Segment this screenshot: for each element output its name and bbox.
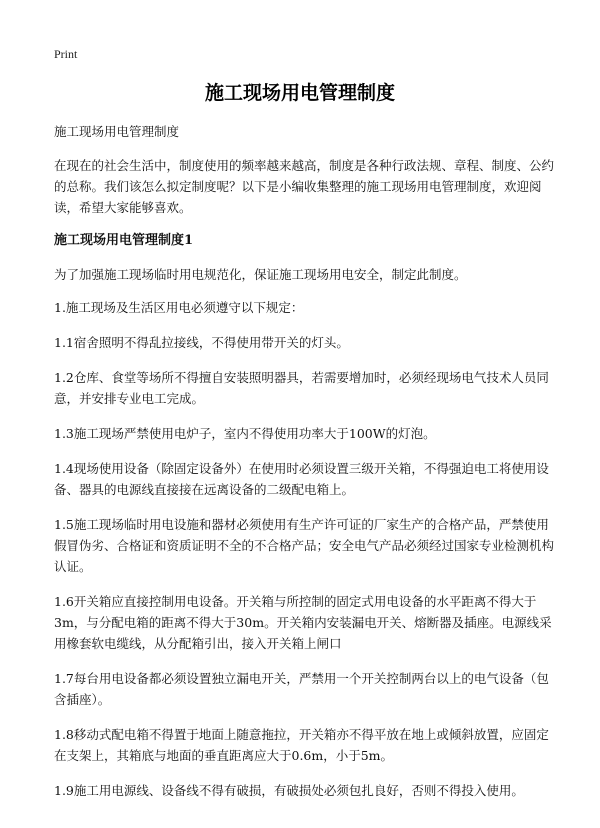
rule-item: 1.6开关箱应直接控制用电设备。开关箱与所控制的固定式用电设备的水平距离不得大于3m，与分配电箱的距离不得大于30m。开关箱内安装漏电开关、熔断器及插座。电源线采用橡套软电缆线，从分配箱引出，接入开关箱上闸口 xyxy=(54,594,552,651)
rule-item: 1.3施工现场严禁使用电炉子，室内不得使用功率大于100W的灯泡。 xyxy=(54,426,436,441)
section-intro-paragraph: 为了加强施工现场临时用电规范化，保证施工现场用电安全，制定此制度。 xyxy=(54,267,467,282)
rule-item: 1.5施工现场临时用电设施和器材必须使用有生产许可证的厂家生产的合格产品，严禁使用假冒伪劣、合格证和资质证明不全的不合格产品；安全电气产品必须经过国家专业检测机构认证。 xyxy=(54,517,555,574)
rule-item: 1.1宿舍照明不得乱拉接线，不得使用带开关的灯头。 xyxy=(54,335,349,350)
rule-item: 1.9施工用电源线、设备线不得有破损，有破损处必须包扎良好，否则不得投入使用。 xyxy=(54,783,524,798)
print-label: Print xyxy=(54,47,78,61)
section-heading: 施工现场用电管理制度1 xyxy=(54,233,194,248)
intro-paragraph: 在现在的社会生活中，制度使用的频率越来越高，制度是各种行政法规、章程、制度、公约的总称。我们该怎么拟定制度呢？以下是小编收集整理的施工现场用电管理制度，欢迎阅读，希望大家能够喜欢。 xyxy=(54,158,555,215)
rule-item: 1.8移动式配电箱不得置于地面上随意拖拉，开关箱亦不得平放在地上或倾斜放置，应固定在支架上，其箱底与地面的垂直距离应大于0.6m，小于5m。 xyxy=(54,727,549,763)
rule-item: 1.施工现场及生活区用电必须遵守以下规定： xyxy=(54,300,304,315)
rule-item: 1.7每台用电设备都必须设置独立漏电开关，严禁用一个开关控制两台以上的电气设备（包含插座）。 xyxy=(54,671,549,707)
rule-item: 1.4现场使用设备（除固定设备外）在使用时必须设置三级开关箱，不得强迫电工将使用设备、器具的电源线直接接在远离设备的二级配电箱上。 xyxy=(54,461,549,497)
document-body xyxy=(54,121,554,815)
page-title: 施工现场用电管理制度 xyxy=(204,82,395,104)
rule-item: 1.2仓库、食堂等场所不得擅自安装照明器具，若需要增加时，必须经现场电气技术人员同意，并安排专业电工完成。 xyxy=(54,370,549,406)
document-subtitle: 施工现场用电管理制度 xyxy=(54,124,180,139)
